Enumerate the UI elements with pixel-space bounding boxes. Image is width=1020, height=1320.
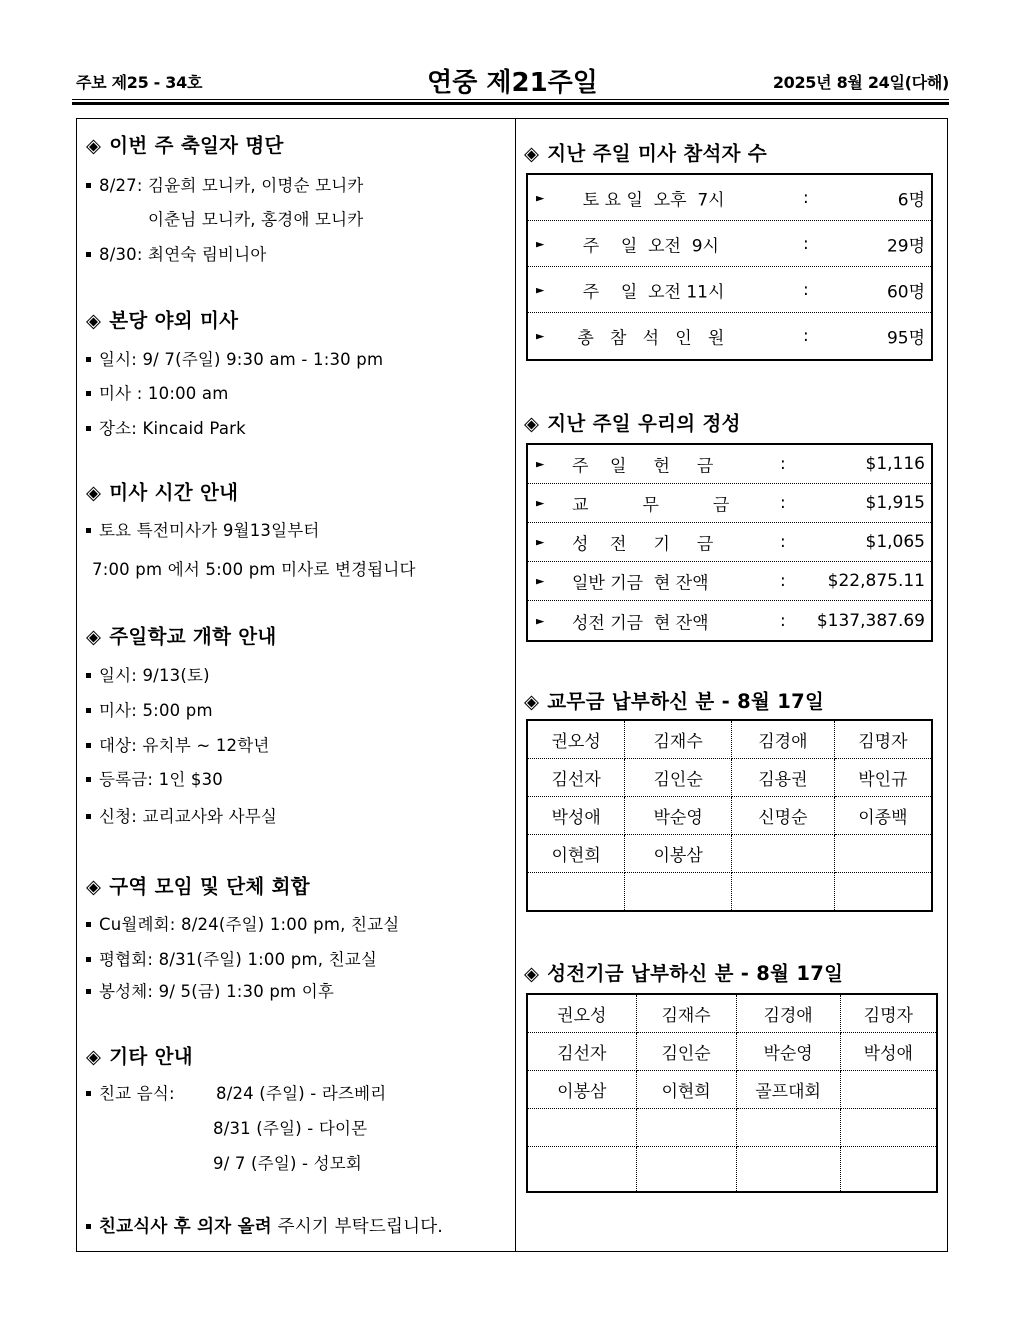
- name-cell: [732, 873, 835, 911]
- name-cell: 박순영: [736, 1033, 840, 1071]
- bullet-icon: [86, 957, 91, 962]
- bullet-icon: [86, 922, 91, 927]
- offering-amount: $1,065: [865, 532, 925, 552]
- name-cell: 김선자: [528, 759, 625, 797]
- sunday-school-line: 등록금: 1인 $30: [86, 766, 223, 790]
- table-row: [528, 873, 931, 911]
- diamond-icon: ◈: [524, 142, 540, 165]
- diamond-icon: ◈: [86, 1045, 102, 1068]
- offering-row: ► 성전 기금 현 잔액 : $137,387.69: [536, 610, 925, 633]
- attendance-total: 95명: [886, 328, 925, 349]
- outdoor-mass-line: 미사 : 10:00 am: [86, 380, 229, 404]
- diamond-icon: ◈: [524, 690, 540, 713]
- name-cell: 김재수: [625, 721, 732, 759]
- name-cell: 이종백: [834, 797, 931, 835]
- bullet-icon: [86, 183, 91, 188]
- diamond-icon: ◈: [524, 412, 540, 435]
- arrow-right-icon: ►: [536, 329, 545, 343]
- arrow-right-icon: ►: [536, 535, 545, 549]
- sunday-school-line: 신청: 교리교사와 사무실: [86, 803, 277, 827]
- feast-line: 이춘님 모니카, 홍경애 모니카: [148, 210, 364, 229]
- name-cell: 골프대회: [736, 1071, 840, 1109]
- fellowship-food-item: 9/ 7 (주일) - 성모회: [213, 1154, 363, 1173]
- name-cell: [840, 1147, 936, 1192]
- outdoor-mass-line: 일시: 9/ 7(주일) 9:30 am - 1:30 pm: [86, 346, 383, 370]
- diamond-icon: ◈: [86, 625, 102, 648]
- bullet-icon: [86, 357, 91, 362]
- bullet-icon: [86, 426, 91, 431]
- table-row: [528, 721, 931, 759]
- name-cell: [834, 873, 931, 911]
- table-row: [528, 835, 931, 873]
- diamond-icon: ◈: [86, 481, 102, 504]
- diamond-icon: ◈: [86, 875, 102, 898]
- meetings-line: Cu월례회: 8/24(주일) 1:00 pm, 친교실: [86, 911, 399, 935]
- section-meetings-title: ◈ 구역 모임 및 단체 회합: [86, 875, 310, 898]
- table-row: [528, 759, 931, 797]
- name-cell: 김명자: [840, 995, 936, 1033]
- name-cell: 권오성: [528, 995, 636, 1033]
- sunday-school-line: 대상: 유치부 ~ 12학년: [86, 732, 270, 756]
- diamond-icon: ◈: [86, 309, 102, 332]
- offering-amount: $22,875.11: [827, 571, 925, 591]
- offering-row: ► 성 전 기 금 : $1,065: [528, 523, 931, 562]
- fellowship-food-line: 친교 음식:: [86, 1080, 175, 1104]
- section-sunday-school-title: ◈ 주일학교 개학 안내: [86, 625, 277, 648]
- name-cell: [840, 1071, 936, 1109]
- section-church-dues-title: ◈ 교무금 납부하신 분 - 8월 17일: [524, 690, 825, 713]
- sunday-school-line: 일시: 9/13(토): [86, 662, 210, 686]
- fellowship-food-item: 8/31 (주일) - 다이몬: [213, 1119, 368, 1138]
- name-cell: 권오성: [528, 721, 625, 759]
- section-feast-title: ◈ 이번 주 축일자 명단: [86, 134, 284, 157]
- bullet-icon: [86, 252, 91, 257]
- name-cell: [834, 835, 931, 873]
- arrow-right-icon: ►: [536, 496, 545, 510]
- name-cell: [528, 1147, 636, 1192]
- section-offering-title: ◈ 지난 주일 우리의 정성: [524, 412, 741, 435]
- attendance-row: ► 주 일 오전 9시 : 29명: [528, 221, 931, 267]
- name-cell: [636, 1147, 736, 1192]
- fellowship-food-item: 8/24 (주일) - 라즈베리: [216, 1084, 387, 1103]
- name-cell: 박성애: [840, 1033, 936, 1071]
- table-row: [528, 1033, 936, 1071]
- name-cell: [736, 1147, 840, 1192]
- name-cell: 김재수: [636, 995, 736, 1033]
- bullet-icon: [86, 708, 91, 713]
- section-outdoor-mass-title: ◈ 본당 야외 미사: [86, 309, 239, 332]
- name-cell: 이봉삼: [528, 1071, 636, 1109]
- name-cell: 이현희: [528, 835, 625, 873]
- header-rule-thin: [72, 99, 949, 100]
- page-title: 연중 제21주일: [427, 68, 598, 98]
- table-row: [528, 1071, 936, 1109]
- name-cell: [840, 1109, 936, 1147]
- name-cell: 박성애: [528, 797, 625, 835]
- name-cell: [528, 873, 625, 911]
- name-cell: 박인규: [834, 759, 931, 797]
- offering-amount: $1,915: [865, 493, 925, 513]
- offering-row: ► 교 무 금 : $1,915: [528, 484, 931, 523]
- name-cell: [732, 835, 835, 873]
- offering-amount: $1,116: [865, 454, 925, 474]
- bullet-icon: [86, 814, 91, 819]
- arrow-right-icon: ►: [536, 237, 545, 250]
- arrow-right-icon: ►: [536, 457, 545, 471]
- arrow-right-icon: ►: [536, 283, 545, 296]
- mass-time-line: 7:00 pm 에서 5:00 pm 미사로 변경됩니다: [92, 560, 416, 579]
- attendance-row: ► 총 참 석 인 원 : 95명: [528, 313, 931, 359]
- bullet-icon: [86, 777, 91, 782]
- offering-amount: $137,387.69: [816, 610, 925, 631]
- section-other-title: ◈ 기타 안내: [86, 1045, 193, 1068]
- name-cell: 김선자: [528, 1033, 636, 1071]
- bulletin-header: [76, 62, 949, 98]
- feast-line: 8/27: 김윤희 모니카, 이명순 모니카: [86, 172, 364, 196]
- meetings-line: 봉성체: 9/ 5(금) 1:30 pm 이후: [86, 978, 334, 1002]
- sunday-school-line: 미사: 5:00 pm: [86, 697, 213, 721]
- name-cell: [636, 1109, 736, 1147]
- chairs-notice: 친교식사 후 의자 올려 주시기 부탁드립니다.: [86, 1213, 443, 1238]
- building-fund-names-table: [526, 993, 938, 1193]
- name-cell: 김경애: [736, 995, 840, 1033]
- name-cell: 김인순: [636, 1033, 736, 1071]
- offering-row: ► 일반 기금 현 잔액 : $22,875.11: [528, 562, 931, 601]
- bullet-icon: [86, 743, 91, 748]
- name-cell: 신명순: [732, 797, 835, 835]
- bullet-icon: [86, 1091, 91, 1096]
- name-cell: [528, 1109, 636, 1147]
- name-cell: 김인순: [625, 759, 732, 797]
- bullet-icon: [86, 528, 91, 533]
- issue-number: 주보 제25 - 34호: [76, 73, 203, 92]
- meetings-line: 평협회: 8/31(주일) 1:00 pm, 친교실: [86, 946, 377, 970]
- name-cell: 이현희: [636, 1071, 736, 1109]
- mass-time-line: 토요 특전미사가 9월13일부터: [86, 517, 320, 541]
- bullet-icon: [86, 391, 91, 396]
- table-row: [528, 1109, 936, 1147]
- arrow-right-icon: ►: [536, 574, 545, 588]
- attendance-count: 29명: [886, 236, 925, 256]
- name-cell: 김경애: [732, 721, 835, 759]
- bullet-icon: [86, 673, 91, 678]
- name-cell: 이봉삼: [625, 835, 732, 873]
- bullet-icon: [86, 989, 91, 994]
- offering-row: ► 주 일 헌 금 : $1,116: [528, 445, 931, 484]
- arrow-right-icon: ►: [536, 614, 545, 627]
- church-dues-names-table: [526, 719, 933, 912]
- name-cell: 김용권: [732, 759, 835, 797]
- attendance-row: ► 토 요 일 오후 7시 : 6명: [528, 175, 931, 221]
- attendance-count: 60명: [886, 282, 925, 302]
- column-divider: [515, 118, 516, 1252]
- bullet-icon: [86, 1224, 91, 1229]
- attendance-count: 6명: [897, 190, 925, 210]
- table-row: [528, 797, 931, 835]
- name-cell: 박순영: [625, 797, 732, 835]
- attendance-row: ► 주 일 오전 11시 : 60명: [528, 267, 931, 313]
- section-attendance-title: ◈ 지난 주일 미사 참석자 수: [524, 142, 768, 165]
- name-cell: 김명자: [834, 721, 931, 759]
- offering-table: [526, 443, 933, 642]
- table-row: [528, 995, 936, 1033]
- bulletin-date: 2025년 8월 24일(다해): [772, 73, 949, 92]
- name-cell: [625, 873, 732, 911]
- table-row: [528, 1147, 936, 1192]
- feast-line: 8/30: 최연숙 림비니아: [86, 241, 266, 265]
- diamond-icon: ◈: [86, 134, 102, 157]
- outdoor-mass-line: 장소: Kincaid Park: [86, 415, 246, 439]
- header-rule-thick: [72, 102, 949, 105]
- attendance-table: [526, 173, 933, 361]
- arrow-right-icon: ►: [536, 191, 545, 204]
- diamond-icon: ◈: [524, 962, 540, 985]
- name-cell: [736, 1109, 840, 1147]
- section-building-fund-title: ◈ 성전기금 납부하신 분 - 8월 17일: [524, 962, 844, 985]
- section-mass-time-title: ◈ 미사 시간 안내: [86, 481, 239, 504]
